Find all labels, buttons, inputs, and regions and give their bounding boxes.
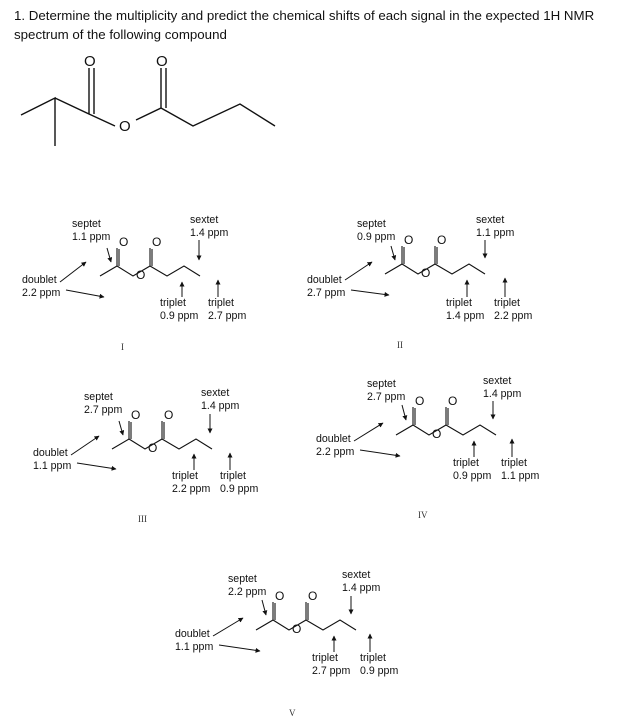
molecule — [100, 248, 200, 276]
triplet-shift-b: 1.1 ppm — [501, 470, 540, 482]
triplet-label-a: triplet — [312, 652, 338, 664]
doublet-label: doublet — [175, 628, 210, 640]
doublet-label: doublet — [33, 447, 68, 459]
carbonyl-oxygen-1: O — [84, 53, 96, 70]
oxygen: O — [152, 235, 162, 249]
septet-shift: 0.9 ppm — [357, 231, 396, 243]
oxygen: O — [136, 268, 146, 282]
triplet-label-a: triplet — [446, 297, 472, 309]
option-numeral: I — [121, 342, 124, 352]
ester-oxygen: O — [119, 118, 131, 135]
triplet-shift-a: 1.4 ppm — [446, 310, 485, 322]
sextet-label: sextet — [483, 375, 512, 387]
triplet-label-a: triplet — [453, 457, 479, 469]
triplet-label-b: triplet — [360, 652, 386, 664]
oxygen: O — [119, 235, 129, 249]
triplet-shift-a: 0.9 ppm — [160, 310, 199, 322]
option-III — [33, 387, 258, 524]
septet-label: septet — [367, 378, 396, 390]
oxygen: O — [308, 589, 318, 603]
oxygen: O — [421, 266, 431, 280]
oxygen: O — [448, 394, 458, 408]
doublet-label: doublet — [316, 433, 351, 445]
triplet-label-b: triplet — [501, 457, 527, 469]
molecule — [256, 602, 356, 630]
option-IV — [316, 375, 539, 520]
sextet-label: sextet — [342, 569, 371, 581]
septet-shift: 2.7 ppm — [367, 391, 406, 403]
doublet-shift: 2.2 ppm — [22, 287, 61, 299]
oxygen: O — [148, 441, 158, 455]
triplet-label-a: triplet — [160, 297, 186, 309]
sextet-label: sextet — [201, 387, 230, 399]
triplet-shift-b: 0.9 ppm — [220, 483, 259, 495]
triplet-shift-b: 0.9 ppm — [360, 665, 399, 677]
septet-label: septet — [72, 218, 101, 230]
sextet-label: sextet — [190, 214, 219, 226]
option-numeral: IV — [418, 510, 428, 520]
main-compound — [21, 53, 275, 146]
sextet-shift: 1.1 ppm — [476, 227, 515, 239]
oxygen: O — [437, 233, 447, 247]
doublet-shift: 1.1 ppm — [175, 641, 214, 653]
septet-label: septet — [228, 573, 257, 585]
carbonyl-oxygen-2: O — [156, 53, 168, 70]
triplet-shift-a: 0.9 ppm — [453, 470, 492, 482]
septet-shift: 2.7 ppm — [84, 404, 123, 416]
oxygen: O — [404, 233, 414, 247]
sextet-shift: 1.4 ppm — [342, 582, 381, 594]
triplet-shift-a: 2.2 ppm — [172, 483, 211, 495]
option-II — [307, 214, 532, 350]
doublet-shift: 2.7 ppm — [307, 287, 346, 299]
doublet-label: doublet — [307, 274, 342, 286]
triplet-label-b: triplet — [208, 297, 234, 309]
molecule — [112, 421, 212, 449]
oxygen: O — [131, 408, 141, 422]
septet-label: septet — [84, 391, 113, 403]
oxygen: O — [292, 622, 302, 636]
triplet-shift-a: 2.7 ppm — [312, 665, 351, 677]
doublet-shift: 2.2 ppm — [316, 446, 355, 458]
option-numeral: V — [289, 708, 296, 718]
option-V — [175, 569, 398, 718]
option-numeral: III — [138, 514, 147, 524]
oxygen: O — [164, 408, 174, 422]
triplet-label-b: triplet — [220, 470, 246, 482]
doublet-label: doublet — [22, 274, 57, 286]
septet-label: septet — [357, 218, 386, 230]
option-numeral: II — [397, 340, 403, 350]
question-line-2: spectrum of the following compound — [14, 27, 227, 42]
triplet-shift-b: 2.7 ppm — [208, 310, 247, 322]
question-line-1: 1. Determine the multiplicity and predict the chemical shifts of each signal in the expected 1H NMR — [14, 8, 595, 23]
triplet-label-a: triplet — [172, 470, 198, 482]
oxygen: O — [275, 589, 285, 603]
sextet-shift: 1.4 ppm — [201, 400, 240, 412]
sextet-label: sextet — [476, 214, 505, 226]
septet-shift: 2.2 ppm — [228, 586, 267, 598]
molecule — [396, 407, 496, 435]
triplet-label-b: triplet — [494, 297, 520, 309]
molecule — [385, 246, 485, 274]
oxygen: O — [415, 394, 425, 408]
triplet-shift-b: 2.2 ppm — [494, 310, 533, 322]
septet-shift: 1.1 ppm — [72, 231, 111, 243]
sextet-shift: 1.4 ppm — [483, 388, 522, 400]
doublet-shift: 1.1 ppm — [33, 460, 72, 472]
option-I — [22, 214, 246, 352]
sextet-shift: 1.4 ppm — [190, 227, 229, 239]
oxygen: O — [432, 427, 442, 441]
